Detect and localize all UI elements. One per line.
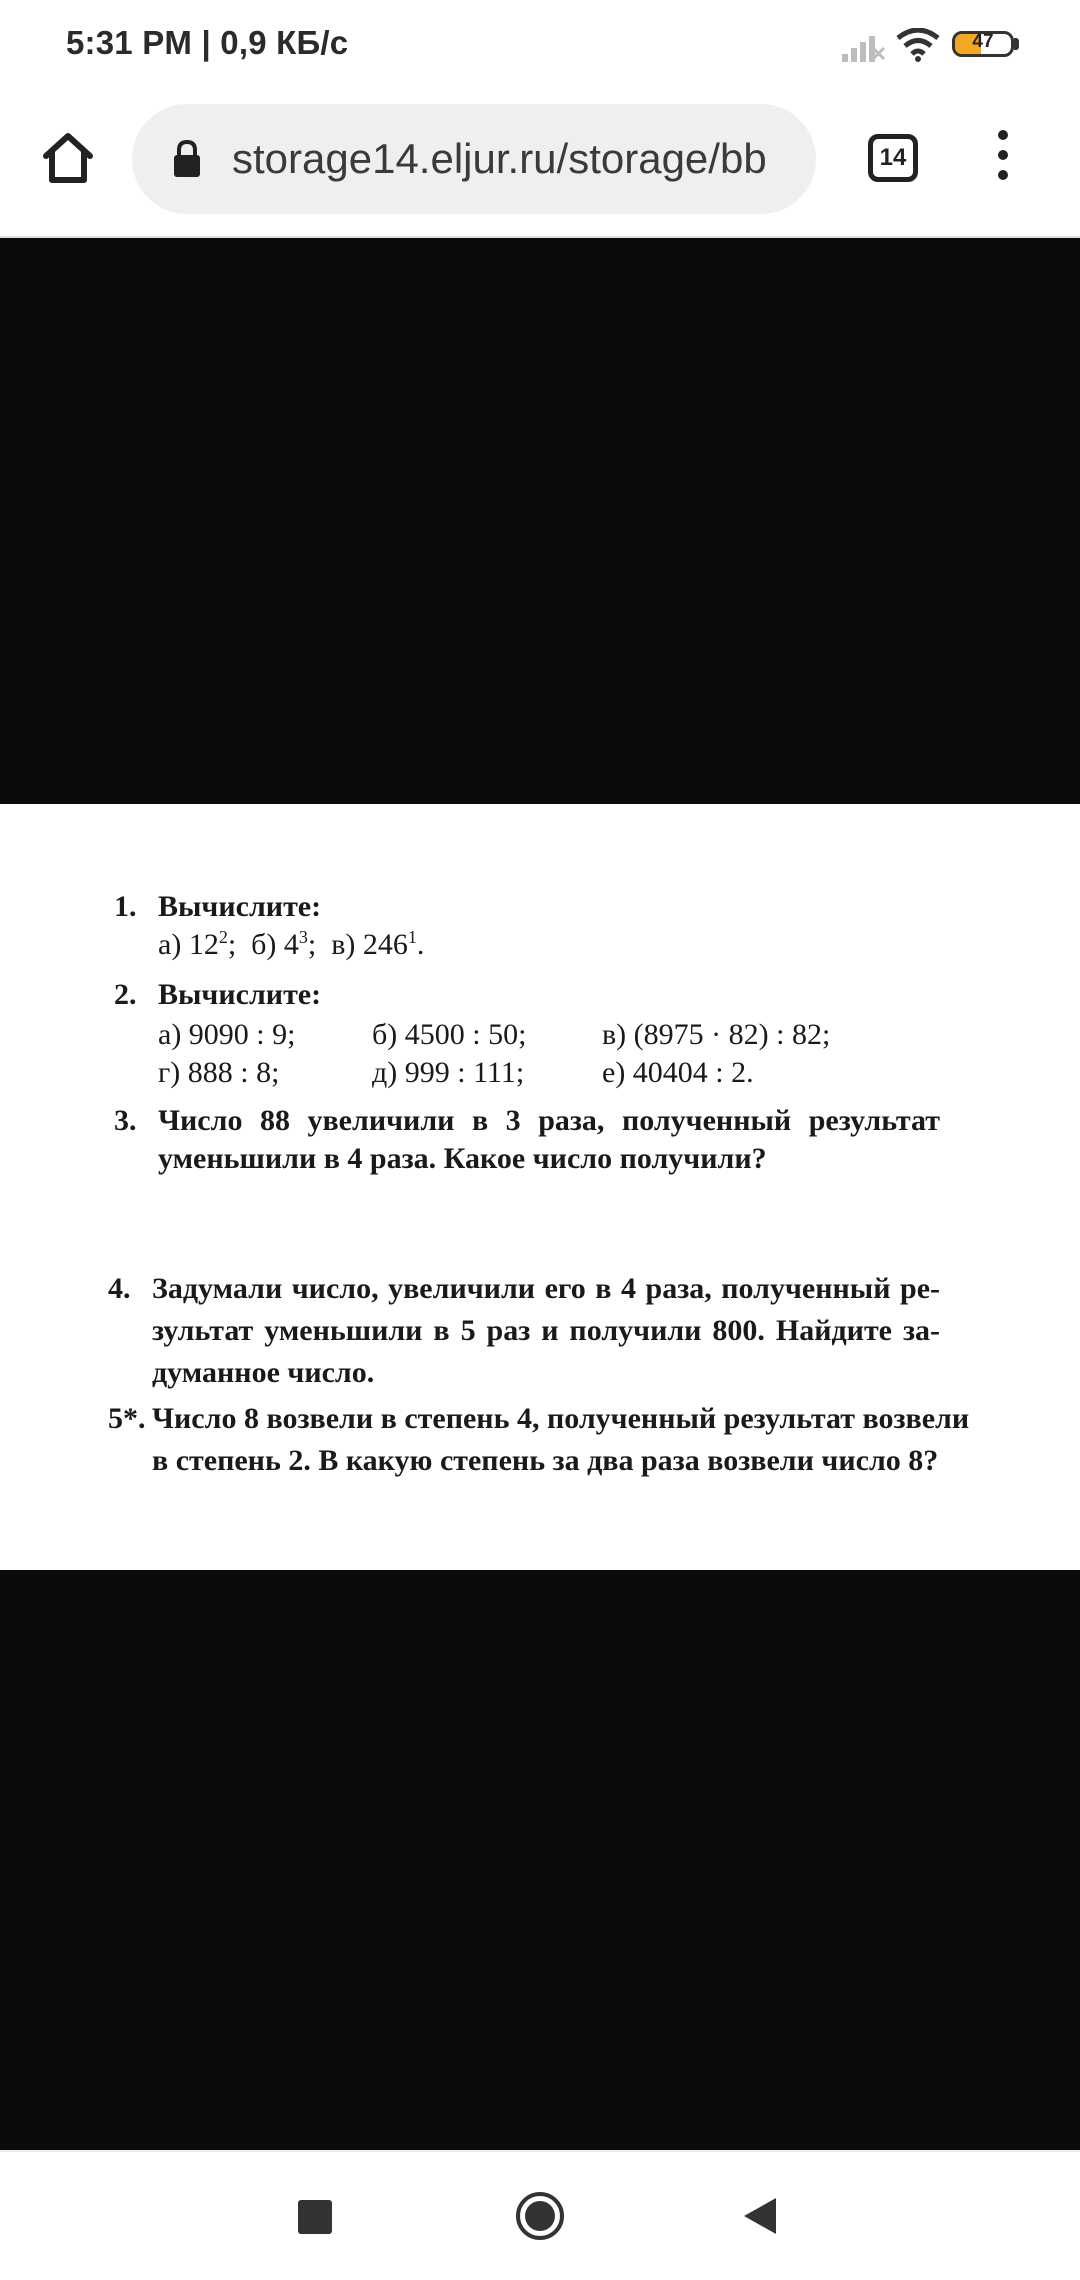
q1-c-exp: 1 <box>407 927 417 947</box>
menu-icon[interactable] <box>990 130 1016 190</box>
navigation-bar <box>0 2150 1080 2280</box>
lock-icon <box>172 140 202 178</box>
q1-a-exp: 2 <box>218 927 228 947</box>
q2-item-c: в) (8975 · 82) : 82; <box>602 1018 831 1051</box>
q3-line-1: Число 88 увеличили в 3 раза, полученный результат <box>158 1104 940 1137</box>
battery-icon <box>952 31 1014 57</box>
battery-percent: 47 <box>972 31 994 52</box>
q4-line-3: думанное число. <box>152 1356 375 1389</box>
q1-c-base: 246 <box>362 928 408 961</box>
q1-c-label: в) <box>331 928 356 961</box>
tabs-count: 14 <box>879 144 907 171</box>
status-bar <box>0 0 1080 90</box>
tabs-icon[interactable] <box>868 134 918 182</box>
home-circle-icon[interactable] <box>514 2190 566 2242</box>
browser-toolbar <box>0 90 1080 238</box>
q4-line-1: Задумали число, увеличили его в 4 раза, полученный ре- <box>152 1272 940 1305</box>
document-page <box>0 804 1080 1570</box>
q2-item-e: д) 999 : 111; <box>372 1056 525 1089</box>
q2-item-f: е) 40404 : 2. <box>602 1056 754 1089</box>
q5-number: 5*. <box>108 1402 146 1435</box>
address-bar[interactable] <box>132 104 816 214</box>
q1-b-base: 4 <box>283 928 299 961</box>
status-time: 5:31 PM | 0,9 КБ/с <box>66 24 349 61</box>
q1-items: а) $12^2$; б) $4^3$; в) $246^1$. <box>158 927 425 961</box>
q2-number: 2. <box>114 978 137 1011</box>
url-text[interactable]: storage14.eljur.ru/storage/bb <box>232 135 767 182</box>
q1-a-base: 12 <box>188 928 219 961</box>
q1-title: Вычислите: <box>158 890 322 923</box>
q2-item-d: г) 888 : 8; <box>158 1056 280 1089</box>
q1-b-exp: 3 <box>298 927 308 947</box>
back-icon[interactable] <box>742 2196 778 2236</box>
q2-item-b: б) 4500 : 50; <box>372 1018 527 1051</box>
home-icon[interactable] <box>38 128 98 188</box>
q5-line-1: Число 8 возвели в степень 4, полученный результат возвели <box>152 1402 970 1435</box>
wifi-icon <box>896 28 940 62</box>
q4-number: 4. <box>108 1272 131 1305</box>
q4-line-2: зультат уменьшили в 5 раз и получили 800. Найдите за- <box>152 1314 940 1347</box>
q3-number: 3. <box>114 1104 137 1137</box>
signal-icon <box>842 30 886 62</box>
q5-line-2: в степень 2. В какую степень за два раза возвели число 8? <box>152 1444 939 1477</box>
q2-title: Вычислите: <box>158 978 322 1011</box>
q3-line-2: уменьшили в 4 раза. Какое число получили? <box>158 1142 767 1175</box>
q1-number: 1. <box>114 890 137 923</box>
recents-icon[interactable] <box>298 2200 332 2234</box>
q1-b-label: б) <box>251 928 277 961</box>
battery-tip <box>1014 38 1019 50</box>
q1-a-label: а) <box>158 928 182 961</box>
q2-item-a: а) 9090 : 9; <box>158 1018 296 1051</box>
